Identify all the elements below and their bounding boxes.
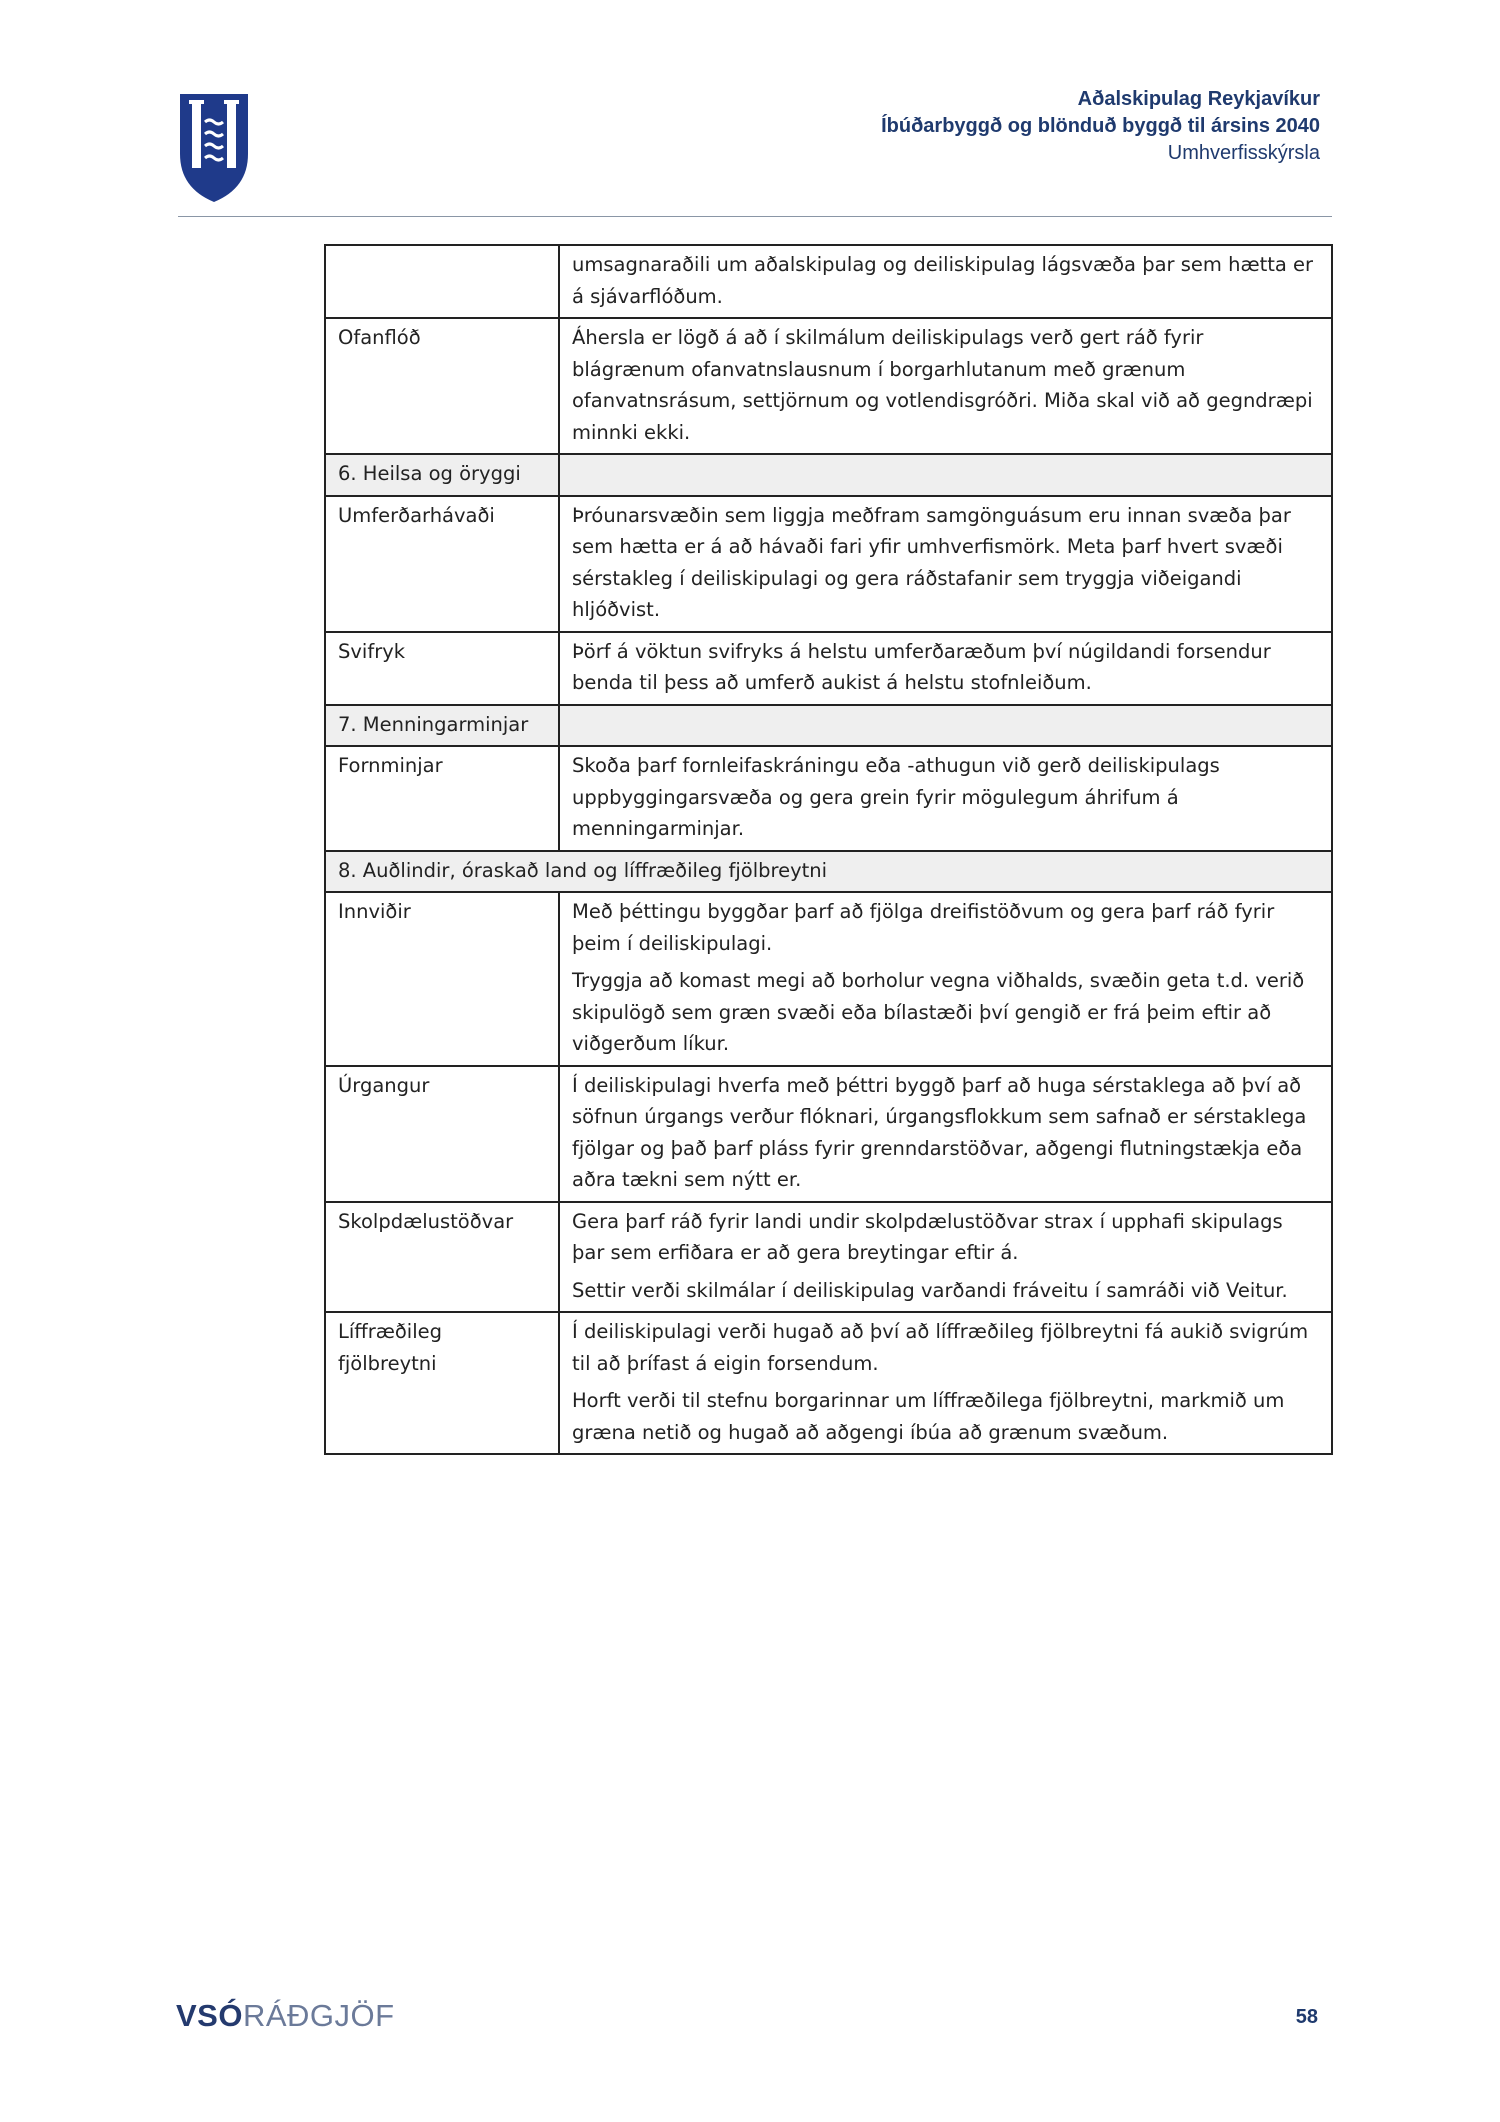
table-row	[325, 496, 1332, 632]
row-label: Líffræðileg fjölbreytni	[325, 1312, 559, 1454]
section-header-row	[325, 705, 1332, 747]
row-label: Svifryk	[325, 632, 559, 705]
table-cell	[325, 245, 559, 318]
row-label: Úrgangur	[325, 1066, 559, 1202]
table-row	[325, 892, 1332, 1066]
header-divider	[178, 216, 1332, 217]
table-cell: Með þéttingu byggðar þarf að fjölga dreifistöðvum og gera þarf ráð fyrir þeim í deiliskipulagi. Tryggja að komast megi að borholur vegna viðhalds, svæðin geta t.d. verið skipulögð sem græn svæði eða bílastæði því gengið er frá þeim eftir að viðgerðum líkur.	[559, 892, 1332, 1066]
section-title: 7. Menningarminjar	[325, 705, 559, 747]
table-row	[325, 746, 1332, 851]
table-cell: Þróunarsvæðin sem liggja meðfram samgönguásum eru innan svæða þar sem hætta er á að hávaði fari yfir umhverfismörk. Meta þarf hvert svæði sérstakleg í deiliskipulagi og gera ráðstafanir sem tryggja viðeigandi hljóðvist.	[559, 496, 1332, 632]
brand-bold: VSÓ	[176, 1998, 243, 2033]
section-header-row	[325, 454, 1332, 496]
table-row	[325, 318, 1332, 454]
table-cell: Í deiliskipulagi verði hugað að því að líffræðileg fjölbreytni fá aukið svigrúm til að þrífast á eigin forsendum. Horft verði til stefnu borgarinnar um líffræðilega fjölbreytni, markmið um græna netið og hugað að aðgengi íbúa að grænum svæðum.	[559, 1312, 1332, 1454]
table-row	[325, 1066, 1332, 1202]
vso-radgjof-logo	[176, 1998, 395, 2034]
table-row	[325, 245, 1332, 318]
table-cell: umsagnaraðili um aðalskipulag og deiliskipulag lágsvæða þar sem hætta er á sjávarflóðum.	[559, 245, 1332, 318]
table-cell	[559, 705, 1332, 747]
header-title: Aðalskipulag Reykjavíkur	[1077, 88, 1320, 110]
table-cell: Í deiliskipulagi hverfa með þéttri byggð þarf að huga sérstaklega að því að söfnun úrgangs verður flóknari, úrgangsflokkum sem safnað er sérstaklega fjölgar og það þarf pláss fyrir grenndarstöðvar, aðgengi flutningstækja eða aðra tækni sem nýtt er.	[559, 1066, 1332, 1202]
coat-of-arms-icon	[178, 92, 250, 204]
table-cell	[559, 454, 1332, 496]
table-cell: Gera þarf ráð fyrir landi undir skolpdælustöðvar strax í upphafi skipulags þar sem erfiðara er að gera breytingar eftir á. Settir verði skilmálar í deiliskipulag varðandi fráveitu í samráði við Veitur.	[559, 1202, 1332, 1313]
row-label: Skolpdælustöðvar	[325, 1202, 559, 1313]
section-header-row	[325, 851, 1332, 893]
table-cell: Áhersla er lögð á að í skilmálum deiliskipulags verð gert ráð fyrir blágrænum ofanvatnslausnum í borgarhlutanum með grænum ofanvatnsrásum, settjörnum og votlendisgróðri. Miða skal við að gegndræpi minnki ekki.	[559, 318, 1332, 454]
table-cell: Þörf á vöktun svifryks á helstu umferðaræðum því núgildandi forsendur benda til þess að umferð aukist á helstu stofnleiðum.	[559, 632, 1332, 705]
row-label: Ofanflóð	[325, 318, 559, 454]
table-row	[325, 1202, 1332, 1313]
table-cell: Skoða þarf fornleifaskráningu eða -athugun við gerð deiliskipulags uppbyggingarsvæða og gera grein fyrir mögulegum áhrifum á menningarminjar.	[559, 746, 1332, 851]
table-row	[325, 632, 1332, 705]
section-title: 8. Auðlindir, óraskað land og líffræðileg fjölbreytni	[325, 851, 1332, 893]
page-number: 58	[1295, 2006, 1318, 2028]
header-doc-type: Umhverfisskýrsla	[1167, 142, 1320, 164]
row-label: Fornminjar	[325, 746, 559, 851]
page-header	[881, 86, 1320, 167]
row-label: Innviðir	[325, 892, 559, 1066]
header-subtitle: Íbúðarbyggð og blönduð byggð til ársins 2040	[881, 115, 1320, 137]
table-row	[325, 1312, 1332, 1454]
section-title: 6. Heilsa og öryggi	[325, 454, 559, 496]
measures-table	[324, 244, 1333, 1455]
row-label: Umferðarhávaði	[325, 496, 559, 632]
brand-light: RÁÐGJÖF	[242, 1998, 395, 2033]
